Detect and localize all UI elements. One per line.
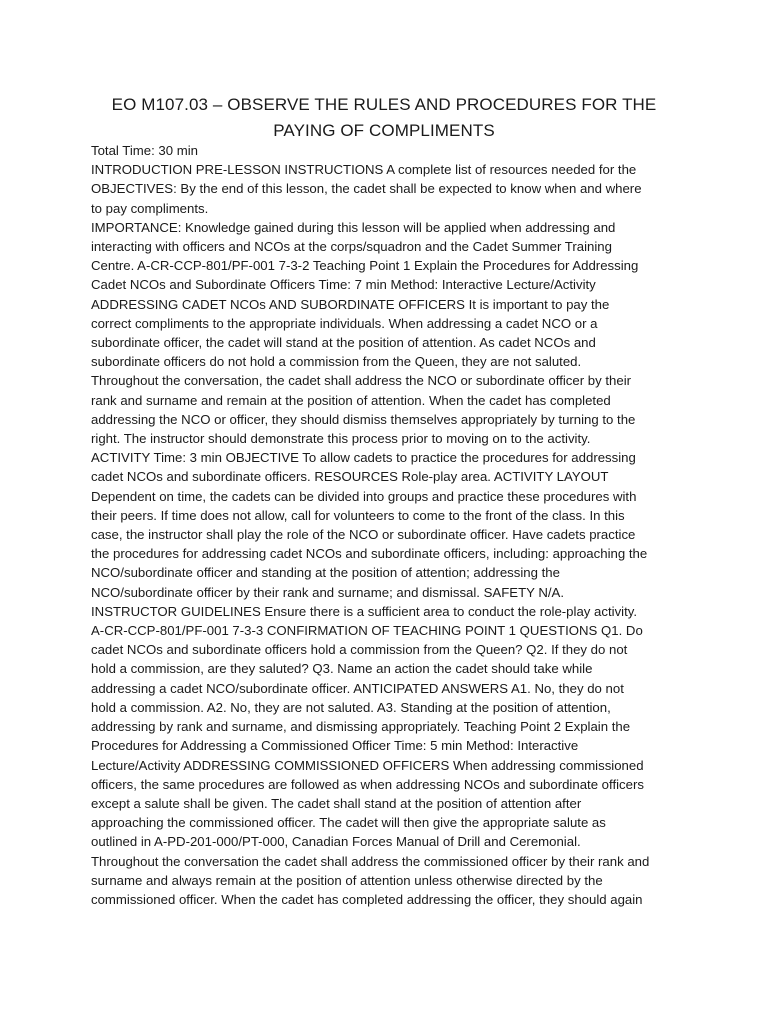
body-text-line: case, the instructor shall play the role of the NCO or subordinate officer. Have cadets practice	[91, 527, 636, 543]
body-text-line: hold a commission. A2. No, they are not saluted. A3. Standing at the position of attention,	[91, 699, 611, 715]
body-text-line: Procedures for Addressing a Commissioned Officer Time: 5 min Method: Interactive	[91, 738, 579, 754]
title-line: PAYING OF COMPLIMENTS	[273, 121, 495, 140]
body-text-line: hold a commission, are they saluted? Q3. Name an action the cadet should take while	[91, 661, 593, 677]
body-text-line: except a salute shall be given. The cadet shall stand at the position of attention after	[91, 795, 582, 811]
body-text-line: IMPORTANCE: Knowledge gained during this lesson will be applied when addressing and	[91, 219, 616, 235]
body-text-line: addressing the NCO or officer, they should dismiss themselves appropriately by turning to the	[91, 411, 636, 427]
body-text-line: approaching the commissioned officer. The cadet will then give the appropriate salute as	[91, 815, 606, 831]
body-text-line: right. The instructor should demonstrate this process prior to moving on to the activity.	[91, 431, 591, 447]
body-text-line: INSTRUCTOR GUIDELINES Ensure there is a sufficient area to conduct the role-play activity.	[91, 603, 638, 619]
body-text-line: addressing a cadet NCO/subordinate officer. ANTICIPATED ANSWERS A1. No, they do not	[91, 680, 624, 696]
body-text-line: Throughout the conversation, the cadet shall address the NCO or subordinate officer by their	[91, 373, 632, 389]
title-line: EO M107.03 – OBSERVE THE RULES AND PROCEDURES FOR THE	[111, 95, 657, 114]
body-text-line: OBJECTIVES: By the end of this lesson, the cadet shall be expected to know when and where	[91, 181, 642, 197]
body-text-line: subordinate officers do not hold a commission from the Queen, they are not saluted.	[91, 354, 582, 370]
body-text-line: commissioned officer. When the cadet has completed addressing the officer, they should again	[91, 891, 643, 907]
body-text-line: their peers. If time does not allow, call for volunteers to come to the front of the class. In this	[91, 507, 625, 523]
document-body	[91, 141, 691, 909]
body-text-line: cadet NCOs and subordinate officers hold a commission from the Queen? Q2. If they do not	[91, 642, 628, 658]
body-text-line: rank and surname and remain at the position of attention. When the cadet has completed	[91, 392, 611, 408]
body-text-line: to pay compliments.	[91, 200, 209, 216]
body-text-line: ADDRESSING CADET NCOs AND SUBORDINATE OFFICERS It is important to pay the	[91, 296, 610, 312]
body-text-line: addressing by rank and surname, and dismissing appropriately. Teaching Point 2 Explain the	[91, 719, 631, 735]
body-text-line: NCO/subordinate officer and standing at the position of attention; addressing the	[91, 565, 560, 581]
body-text-line: Centre. A-CR-CCP-801/PF-001 7-3-2 Teaching Point 1 Explain the Procedures for Addressing	[91, 258, 639, 274]
body-text-line: Dependent on time, the cadets can be divided into groups and practice these procedures with	[91, 488, 637, 504]
body-text-line: surname and always remain at the position of attention unless otherwise directed by the	[91, 872, 603, 888]
body-text-line: ACTIVITY Time: 3 min OBJECTIVE To allow cadets to practice the procedures for addressing	[91, 450, 636, 466]
document-title	[90, 92, 678, 144]
body-text-line: A-CR-CCP-801/PF-001 7-3-3 CONFIRMATION OF TEACHING POINT 1 QUESTIONS Q1. Do	[91, 623, 643, 639]
body-text-line: outlined in A-PD-201-000/PT-000, Canadian Forces Manual of Drill and Ceremonial.	[91, 834, 581, 850]
body-text-line: INTRODUCTION PRE-LESSON INSTRUCTIONS A complete list of resources needed for the	[91, 162, 637, 178]
body-text-line: Cadet NCOs and Subordinate Officers Time: 7 min Method: Interactive Lecture/Activity	[91, 277, 596, 293]
body-text-line: officers, the same procedures are followed as when addressing NCOs and subordinate officers	[91, 776, 644, 792]
body-text-line: Lecture/Activity ADDRESSING COMMISSIONED OFFICERS When addressing commissioned	[91, 757, 644, 773]
body-text-line: Throughout the conversation the cadet shall address the commissioned officer by their rank and	[91, 853, 650, 869]
body-text-line: Total Time: 30 min	[91, 143, 199, 158]
body-text-line: the procedures for addressing cadet NCOs and subordinate officers, including: approaching the	[91, 546, 648, 562]
body-text-line: interacting with officers and NCOs at the corps/squadron and the Cadet Summer Training	[91, 239, 612, 255]
body-text-line: subordinate officer, the cadet will stand at the position of attention. As cadet NCOs and	[91, 335, 596, 351]
body-text-line: cadet NCOs and subordinate officers. RESOURCES Role-play area. ACTIVITY LAYOUT	[91, 469, 609, 485]
body-text-line: correct compliments to the appropriate individuals. When addressing a cadet NCO or a	[91, 315, 598, 331]
body-text-line: NCO/subordinate officer by their rank and surname; and dismissal. SAFETY N/A.	[91, 584, 565, 600]
